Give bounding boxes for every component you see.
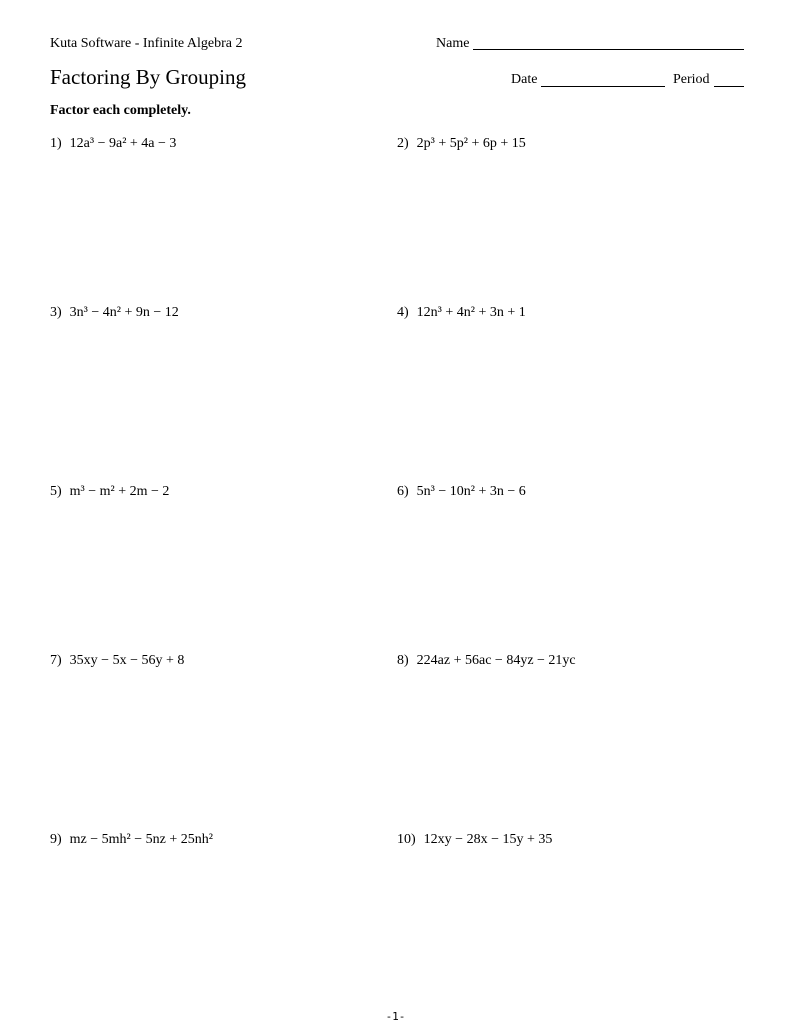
name-label: Name [436,36,470,51]
name-field-line[interactable] [473,49,744,50]
problem-9 [50,831,213,849]
problem-expression: m³ − m² + 2m − 2 [69,484,170,499]
problem-6 [397,483,526,501]
problem-number: 7) [50,653,62,668]
problem-2 [397,135,526,153]
date-label: Date [511,72,538,87]
worksheet-title: Factoring By Grouping [50,65,246,89]
problem-number: 1) [50,136,62,151]
problem-number: 5) [50,484,62,499]
problem-expression: 5n³ − 10n² + 3n − 6 [416,484,526,499]
problem-8 [397,652,576,670]
problem-number: 4) [397,305,409,320]
problem-expression: 2p³ + 5p² + 6p + 15 [416,136,526,151]
problem-expression: 12n³ + 4n² + 3n + 1 [416,305,526,320]
date-field-line[interactable] [541,86,665,87]
problem-number: 8) [397,653,409,668]
problem-7 [50,652,184,670]
problem-10 [397,831,552,849]
period-label: Period [673,72,710,87]
problem-expression: mz − 5mh² − 5nz + 25nh² [69,832,213,847]
problem-expression: 224az + 56ac − 84yz − 21yc [416,653,576,668]
problem-4 [397,304,526,322]
problem-number: 6) [397,484,409,499]
problem-5 [50,483,169,501]
problem-expression: 3n³ − 4n² + 9n − 12 [69,305,179,320]
problem-number: 10) [397,832,416,847]
problem-1 [50,135,176,153]
problem-3 [50,304,179,322]
problem-number: 9) [50,832,62,847]
instructions: Factor each completely. [50,103,191,118]
page-number: -1- [385,1010,406,1023]
publisher-label: Kuta Software - Infinite Algebra 2 [50,36,243,51]
problem-expression: 12a³ − 9a² + 4a − 3 [69,136,177,151]
problem-number: 2) [397,136,409,151]
problem-number: 3) [50,305,62,320]
period-field-line[interactable] [714,86,744,87]
problem-expression: 35xy − 5x − 56y + 8 [69,653,185,668]
problem-expression: 12xy − 28x − 15y + 35 [423,832,553,847]
